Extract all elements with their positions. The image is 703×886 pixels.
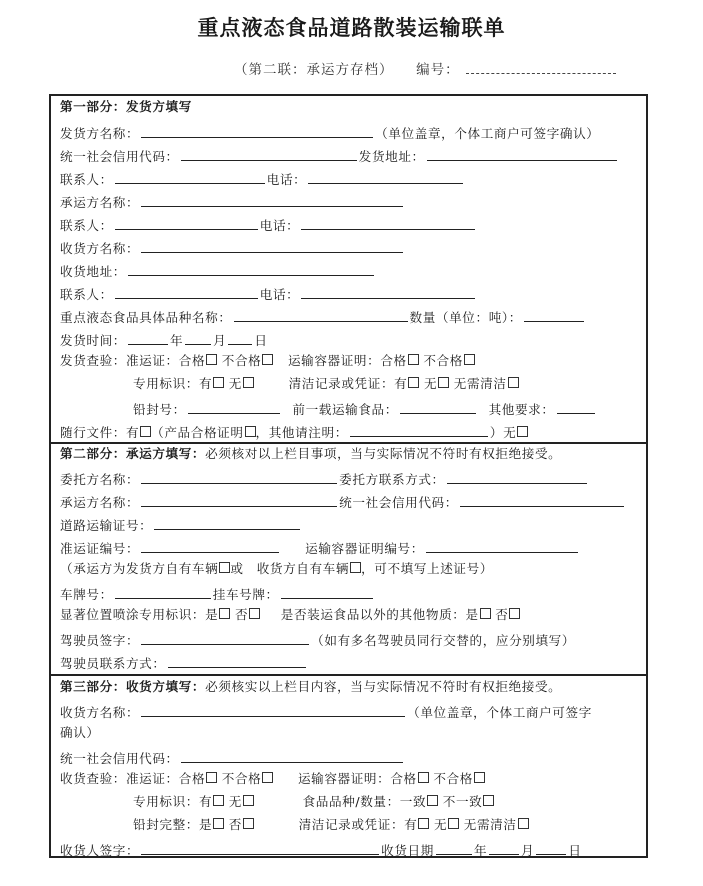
shipper-contact-field[interactable] (115, 169, 265, 184)
own-vehicle-row: （承运方为发货方自有车辆 或 收货方自有车辆 ，可不填写上述证号） (60, 561, 494, 576)
receiver-sign-row: 收货人签字： 收货日期 年 月 日 (60, 840, 582, 859)
form-subtitle (234, 58, 616, 78)
prev-food-field[interactable] (400, 399, 476, 414)
seal-intact-yes-checkbox[interactable] (213, 818, 224, 829)
permit-qualified-checkbox[interactable] (206, 354, 217, 365)
recv-container-unqualified-checkbox[interactable] (474, 772, 485, 783)
container-no-field[interactable] (426, 538, 578, 553)
plate-row: 车牌号： 挂车号牌： (60, 584, 375, 603)
recv-mark-yes-checkbox[interactable] (213, 795, 224, 806)
waybill-form (49, 94, 648, 858)
mark-no-checkbox[interactable] (243, 377, 254, 388)
spray-mark-row: 显著位置喷涂专用标识：是 否 是否装运食品以外的其他物质：是 否 (60, 607, 520, 623)
carrier-name-field[interactable] (141, 192, 403, 207)
recv-seal-row: 铅封完整：是 否 清洁记录或凭证：有 无 无需清洁 (133, 817, 529, 833)
quantity-field[interactable] (524, 307, 584, 322)
part2-header: 第二部分：承运方填写： (60, 446, 206, 461)
receive-check-row: 收货查验：准运证：合格 不合格 运输容器证明：合格 不合格 (60, 771, 485, 787)
ship-address-field[interactable] (427, 146, 617, 161)
carrier-contact-row: 联系人： 电话： (60, 215, 477, 234)
seal-intact-no-checkbox[interactable] (243, 818, 254, 829)
client-contact-field[interactable] (447, 469, 587, 484)
credit-code-row: 统一社会信用代码： 发货地址： (60, 146, 619, 165)
attach-no-checkbox[interactable] (517, 426, 528, 437)
spray-no-checkbox[interactable] (249, 608, 260, 619)
receiver-note-row: 确认） (60, 725, 100, 740)
recv-permit-unqualified-checkbox[interactable] (262, 772, 273, 783)
shipper-credit-code-field[interactable] (181, 146, 357, 161)
attach-other-field[interactable] (350, 422, 488, 437)
consistent-checkbox[interactable] (427, 795, 438, 806)
receive-year-field[interactable] (436, 840, 472, 855)
ship-check-row: 发货查验：准运证：合格 不合格 运输容器证明：合格 不合格 (60, 353, 475, 369)
seal-no-field[interactable] (188, 399, 280, 414)
divider (51, 674, 646, 676)
receiver-credit-code-field[interactable] (181, 748, 403, 763)
driver-contact-field[interactable] (168, 653, 306, 668)
receiver-sign-field[interactable] (141, 840, 379, 855)
carrier-name-row: 承运方名称： (60, 192, 405, 211)
part2-header-row: 第二部分：承运方填写：必须核对以上栏目事项，当与实际情况不符时有权拒绝接受。 (60, 446, 562, 461)
receiver-vehicle-checkbox[interactable] (350, 562, 361, 573)
recv-clean-na-checkbox[interactable] (518, 818, 529, 829)
number-label: 编号： (416, 62, 460, 78)
carrier-credit-code-field[interactable] (460, 492, 624, 507)
permit-no-row: 准运证编号： 运输容器证明编号： (60, 538, 580, 557)
carrier-name2-field[interactable] (141, 492, 337, 507)
carrier-phone-field[interactable] (301, 215, 475, 230)
food-variety-row: 重点液态食品具体品种名称： 数量（单位：吨）： (60, 307, 586, 326)
part1-header: 第一部分：发货方填写 (60, 99, 192, 114)
plate-field[interactable] (115, 584, 211, 599)
driver-sign-field[interactable] (141, 630, 309, 645)
ship-year-field[interactable] (128, 330, 168, 345)
shipper-contact-row: 联系人： 电话： (60, 169, 465, 188)
form-title: 重点液态食品道路散装运输联单 (197, 15, 506, 40)
driver-sign-row: 驾驶员签字： （如有多名驾驶员同行交替的，应分别填写） (60, 630, 575, 649)
recv-permit-qualified-checkbox[interactable] (206, 772, 217, 783)
receiver-phone-field[interactable] (301, 284, 475, 299)
spray-yes-checkbox[interactable] (219, 608, 230, 619)
carrier-contact-field[interactable] (115, 215, 258, 230)
road-license-field[interactable] (154, 515, 300, 530)
seal-row: 铅封号： 前一载运输食品： 其他要求： (133, 399, 597, 418)
receiver-name-field[interactable] (141, 238, 403, 253)
clean-yes-checkbox[interactable] (408, 377, 419, 388)
trailer-field[interactable] (281, 584, 373, 599)
receiver-address-field[interactable] (128, 261, 374, 276)
receiver-name2-field[interactable] (141, 702, 405, 717)
special-mark-row: 专用标识：有 无 清洁记录或凭证：有 无 无需清洁 (133, 376, 519, 392)
carrier-row: 承运方名称： 统一社会信用代码： (60, 492, 626, 511)
part3-header: 第三部分：收货方填写： (60, 679, 206, 694)
ship-day-field[interactable] (228, 330, 252, 345)
receiver-name2-row: 收货方名称： （单位盖章，个体工商户可签字 (60, 702, 592, 721)
client-name-field[interactable] (141, 469, 337, 484)
receive-day-field[interactable] (536, 840, 566, 855)
copy-label: （第二联：承运方存档） (234, 62, 394, 78)
part3-header-row: 第三部分：收货方填写：必须核实以上栏目内容，当与实际情况不符时有权拒绝接受。 (60, 679, 562, 694)
recv-mark-no-checkbox[interactable] (243, 795, 254, 806)
attach-yes-checkbox[interactable] (140, 426, 151, 437)
recv-mark-row: 专用标识：有 无 食品品种/数量：一致 不一致 (133, 794, 494, 810)
permit-unqualified-checkbox[interactable] (262, 354, 273, 365)
food-variety-field[interactable] (234, 307, 408, 322)
mark-yes-checkbox[interactable] (213, 377, 224, 388)
receiver-name-row: 收货方名称： (60, 238, 405, 257)
other-req-field[interactable] (557, 399, 595, 414)
road-license-row: 道路运输证号： (60, 515, 302, 534)
shipper-name-row: 发货方名称： （单位盖章，个体工商户可签字确认） (60, 123, 599, 142)
permit-no-field[interactable] (141, 538, 279, 553)
receiver-contact-field[interactable] (115, 284, 258, 299)
ship-month-field[interactable] (185, 330, 211, 345)
other-matter-yes-checkbox[interactable] (480, 608, 491, 619)
inconsistent-checkbox[interactable] (483, 795, 494, 806)
recv-container-qualified-checkbox[interactable] (418, 772, 429, 783)
receiver-address-row: 收货地址： (60, 261, 376, 280)
driver-contact-row: 驾驶员联系方式： (60, 653, 308, 672)
other-matter-no-checkbox[interactable] (509, 608, 520, 619)
attach-row: 随行文件：有 （产品合格证明 ，其他请注明： ）无 (60, 422, 528, 441)
recv-clean-no-checkbox[interactable] (448, 818, 459, 829)
container-qualified-checkbox[interactable] (408, 354, 419, 365)
shipper-name-field[interactable] (141, 123, 373, 138)
shipper-phone-field[interactable] (308, 169, 463, 184)
receiver-contact-row: 联系人： 电话： (60, 284, 477, 303)
cert-checkbox[interactable] (245, 426, 256, 437)
recv-clean-yes-checkbox[interactable] (418, 818, 429, 829)
number-field[interactable] (466, 60, 616, 74)
receiver-credit-row: 统一社会信用代码： (60, 748, 405, 767)
container-unqualified-checkbox[interactable] (464, 354, 475, 365)
clean-no-checkbox[interactable] (438, 377, 449, 388)
client-row: 委托方名称： 委托方联系方式： (60, 469, 589, 488)
divider (51, 442, 646, 444)
ship-time-row: 发货时间： 年 月 日 (60, 330, 268, 349)
receive-month-field[interactable] (489, 840, 519, 855)
clean-na-checkbox[interactable] (508, 377, 519, 388)
shipper-vehicle-checkbox[interactable] (219, 562, 230, 573)
